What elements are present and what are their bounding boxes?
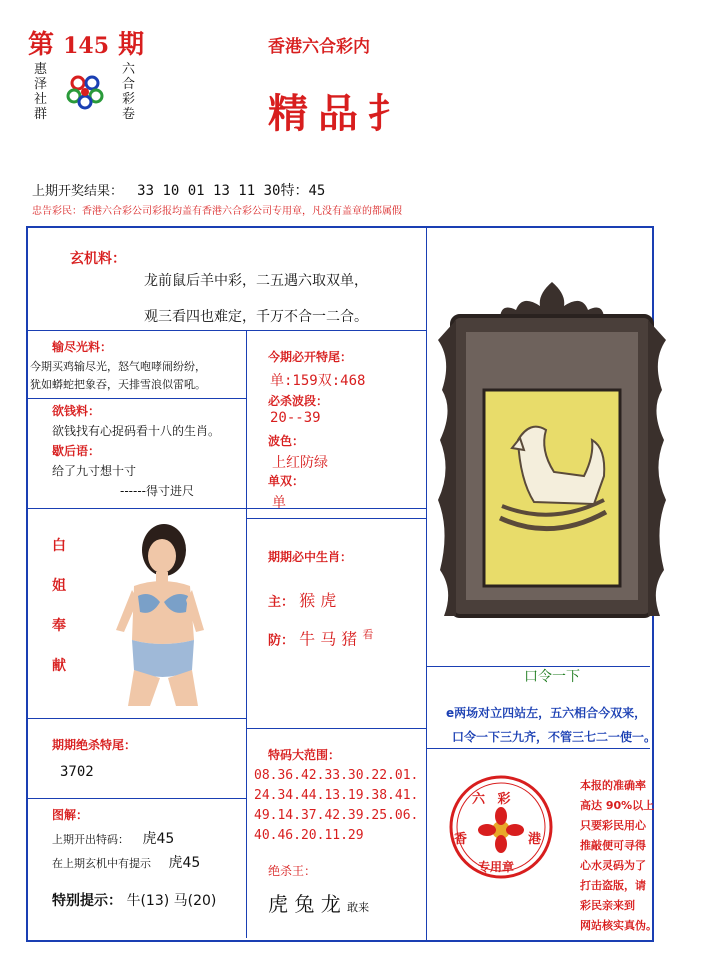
promo-line: 只要彩民用心 <box>580 819 646 832</box>
range-title: 特码大范围： <box>268 748 341 762</box>
jueshawang-title: 绝杀王： <box>268 864 317 878</box>
zodiac-guard-value: 牛 马 猪 <box>299 629 358 649</box>
kouling-line1 <box>446 704 646 721</box>
tujie-line1-value: 虎45 <box>142 831 175 847</box>
jueshawang-animals: 虎 兔 龙 <box>268 892 341 916</box>
caption-char: 献 <box>52 658 66 674</box>
seal-left: 香 <box>454 832 468 847</box>
tujie-line1 <box>52 828 174 848</box>
divider <box>28 330 426 331</box>
xiehouyu-answer: ------得寸进尺 <box>120 484 194 498</box>
kouling-line2: 口令一下三九齐，不管三七二一使一。 <box>452 730 657 744</box>
promo-line: 网站核实真伪。 <box>580 919 657 932</box>
tebie-title: 特别提示： <box>52 893 122 909</box>
promo-line: 打击盗版，请 <box>580 879 646 892</box>
shuying-title: 输尽光料： <box>52 340 113 354</box>
brand-left-char: 社 <box>34 92 48 107</box>
xuanji-title: 玄机料： <box>70 251 126 267</box>
brand-left <box>34 62 48 122</box>
divider <box>28 718 246 719</box>
divider <box>28 398 246 399</box>
issue-number: 145 <box>63 33 110 59</box>
shuying-line1: 今期买鸡输尽光，怒气咆哮闹纷纷， <box>30 360 206 373</box>
range-row: 40.46.20.11.29 <box>254 828 364 843</box>
last-result-label: 上期开奖结果： <box>32 184 124 199</box>
divider <box>246 728 426 729</box>
kouling-title: 口令一下 <box>524 669 580 685</box>
yuqian-text: 欲钱找有心捉码看十八的生肖。 <box>52 424 221 438</box>
brand-right-char: 彩 <box>122 92 136 107</box>
tujie-line2-value: 虎45 <box>168 855 201 871</box>
last-result <box>32 180 325 200</box>
brand-right-char: 六 <box>122 62 136 77</box>
xiehouyu-title: 歇后语： <box>52 444 101 458</box>
promo-line: 心水灵码为了 <box>580 859 646 872</box>
caption-char: 白 <box>52 538 66 554</box>
tail-odd-even: 单:159双:468 <box>270 373 366 389</box>
jueshi-title: 期期绝杀特尾： <box>52 738 137 752</box>
promo-line: 彩民亲来到 <box>580 899 635 912</box>
range-row: 24.34.44.13.19.38.41. <box>254 788 419 803</box>
kouling-lead: e <box>446 706 455 720</box>
issue-prefix: 第 <box>28 30 55 60</box>
range-list <box>254 766 426 846</box>
divider <box>28 798 246 799</box>
caption-char: 奉 <box>52 618 66 634</box>
divider <box>426 748 650 749</box>
zodiac-main <box>268 588 336 611</box>
seal-right: 港 <box>528 832 542 847</box>
brand-right-char: 合 <box>122 77 136 92</box>
seal-bottom: 专用章 <box>478 860 515 874</box>
tebie-tip <box>52 890 216 910</box>
xiehouyu-text: 给了九寸想十寸 <box>52 464 137 478</box>
color-value: 上红防绿 <box>272 455 328 471</box>
zodiac-main-label: 主： <box>268 595 295 610</box>
divider <box>28 508 426 509</box>
divider <box>246 518 426 519</box>
promo-text <box>580 776 666 936</box>
warning-text: 忠告彩民：香港六合彩公司彩报均盖有香港六合彩公司专用章，凡没有盖章的都属假 <box>32 206 402 217</box>
wave-title: 必杀波段： <box>268 394 329 408</box>
single-value: 单 <box>272 495 286 511</box>
zodiac-guard <box>268 626 373 649</box>
zodiac-guard-label: 防： <box>268 633 295 649</box>
divider <box>426 228 427 940</box>
promo-line: 本报的准确率 <box>580 779 646 792</box>
jueshi-value: 3702 <box>60 764 94 780</box>
brand-left-char: 泽 <box>34 77 48 92</box>
brand-left-char: 惠 <box>34 62 48 77</box>
title-top: 香港六合彩内 <box>268 37 370 57</box>
zodiac-title: 期期必中生肖： <box>268 550 353 564</box>
range-row: 08.36.42.33.30.22.01. <box>254 768 419 783</box>
shuying-line2: 犹如蟒蛇把象吞，天排雪浪似雷吼。 <box>30 378 206 391</box>
single-title: 单双： <box>268 474 305 488</box>
divider <box>246 330 247 938</box>
title-main: 精品扌 <box>268 90 418 137</box>
photo-caption <box>52 526 70 686</box>
brand-right-char: 卷 <box>122 107 136 122</box>
color-title: 波色： <box>268 434 305 448</box>
model-photo <box>108 520 208 708</box>
issue-title <box>28 24 144 61</box>
xuanji-line1: 龙前鼠后羊中彩，二五遇六取双单， <box>144 273 368 289</box>
zodiac-main-value: 猴 虎 <box>299 591 337 610</box>
framed-picture <box>434 280 670 626</box>
xuanji-line2: 观三看四也难定，千万不合一二合。 <box>144 309 368 325</box>
zodiac-guard-note: 看 <box>362 628 374 641</box>
kouling-line1-text: 两场对立四站左，五六相合今双来， <box>454 706 647 720</box>
caption-char: 姐 <box>52 578 66 594</box>
jueshawang-value <box>268 888 369 917</box>
seal-top: 六 彩 <box>472 792 515 807</box>
promo-line: 推敲便可寻得 <box>580 839 646 852</box>
tebie-value: 牛(13) 马(20) <box>126 893 217 909</box>
range-row: 49.14.37.42.39.25.06. <box>254 808 419 823</box>
tujie-line1-label: 上期开出特码： <box>52 833 129 846</box>
lottery-logo-icon <box>66 74 106 110</box>
last-result-numbers: 33 10 01 13 11 30特：45 <box>137 183 326 199</box>
tujie-line2-label: 在上期玄机中有提示 <box>52 857 151 870</box>
promo-line: 高达 90%以上 <box>580 799 655 812</box>
tujie-title: 图解： <box>52 808 89 822</box>
tujie-line2 <box>52 852 200 872</box>
jueshawang-note: 敢来 <box>347 901 370 914</box>
tail-title: 今期必开特尾： <box>268 350 353 364</box>
wave-value: 20--39 <box>270 410 321 426</box>
issue-suffix: 期 <box>118 30 145 60</box>
yuqian-title: 欲钱料： <box>52 404 101 418</box>
brand-left-char: 群 <box>34 107 48 122</box>
brand-right <box>122 62 136 122</box>
